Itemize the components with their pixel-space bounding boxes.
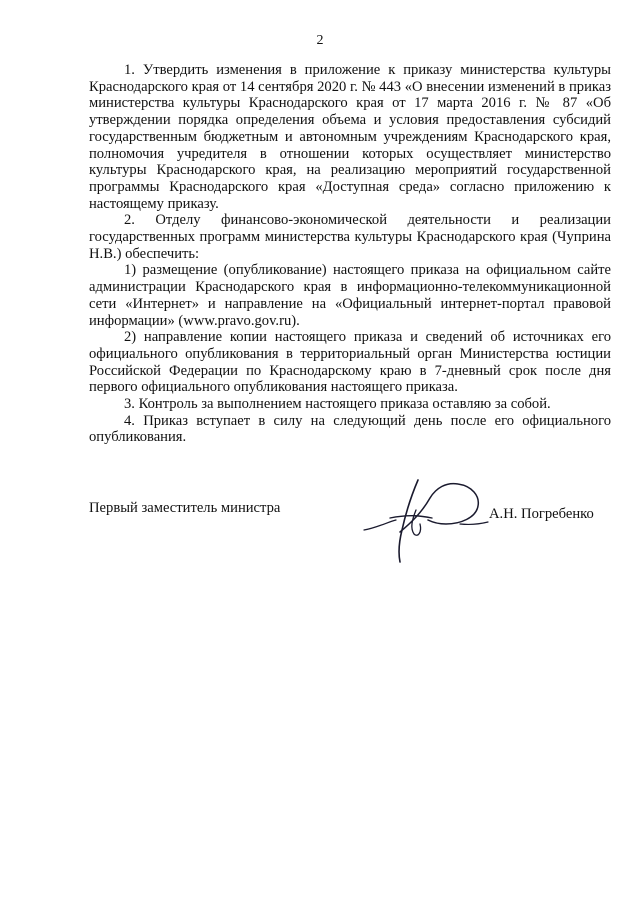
- signature-stroke-cross: [390, 516, 432, 518]
- signature-stroke-flourish: [460, 522, 488, 524]
- document-body: [89, 62, 611, 446]
- signature-stroke-tail: [364, 520, 396, 530]
- paragraph-subitem-2-send-copy: 2) направление копии настоящего приказа и сведений об источниках его официального опубликования в территориальный орган Министерства юстиции Российской Федерации по Краснодарскому краю в 7-дневный срок после дня первого официального опубликования настоящего приказа.: [89, 329, 611, 396]
- paragraph-item-2-department-tasks: 2. Отделу финансово-экономической деятельности и реализации государственных программ министерства культуры Краснодарского края (Чуприна Н.В.) обеспечить:: [89, 212, 611, 262]
- page-number: 2: [316, 33, 324, 48]
- signer-position: Первый заместитель министра: [89, 500, 281, 516]
- paragraph-subitem-1-publication: 1) размещение (опубликование) настоящего приказа на официальном сайте администрации Краснодарского края в информационно-телекоммуникационной сети «Интернет» и направление на «Официальный интернет-портал правовой информации» (www.pravo.gov.ru).: [89, 262, 611, 329]
- paragraph-item-3-control: 3. Контроль за выполнением настоящего приказа оставляю за собой.: [124, 396, 551, 413]
- signature-stroke-main: [399, 480, 418, 562]
- signer-name: А.Н. Погребенко: [489, 506, 594, 522]
- handwritten-signature: [360, 472, 500, 567]
- paragraph-item-1-approve-changes: 1. Утвердить изменения в приложение к приказу министерства культуры Краснодарского края от 14 сентября 2020 г. № 443 «О внесении изменений в приказ министерства культуры Краснодарского края от 17 марта 2016 г. № 87 «Об утверждении порядка определения объема и условия предоставления субсидий государственным бюджетным и автономным учреждениям Краснодарского края, полномочия учредителя в отношении которых осуществляет министерство культуры Краснодарского края, на реализацию мероприятий государственной программы Краснодарского края «Доступная среда» согласно приложению к настоящему приказу.: [89, 62, 611, 212]
- signature-block: [89, 500, 611, 540]
- paragraph-item-4-entry-into-force: 4. Приказ вступает в силу на следующий день после его официального опубликования.: [89, 412, 611, 446]
